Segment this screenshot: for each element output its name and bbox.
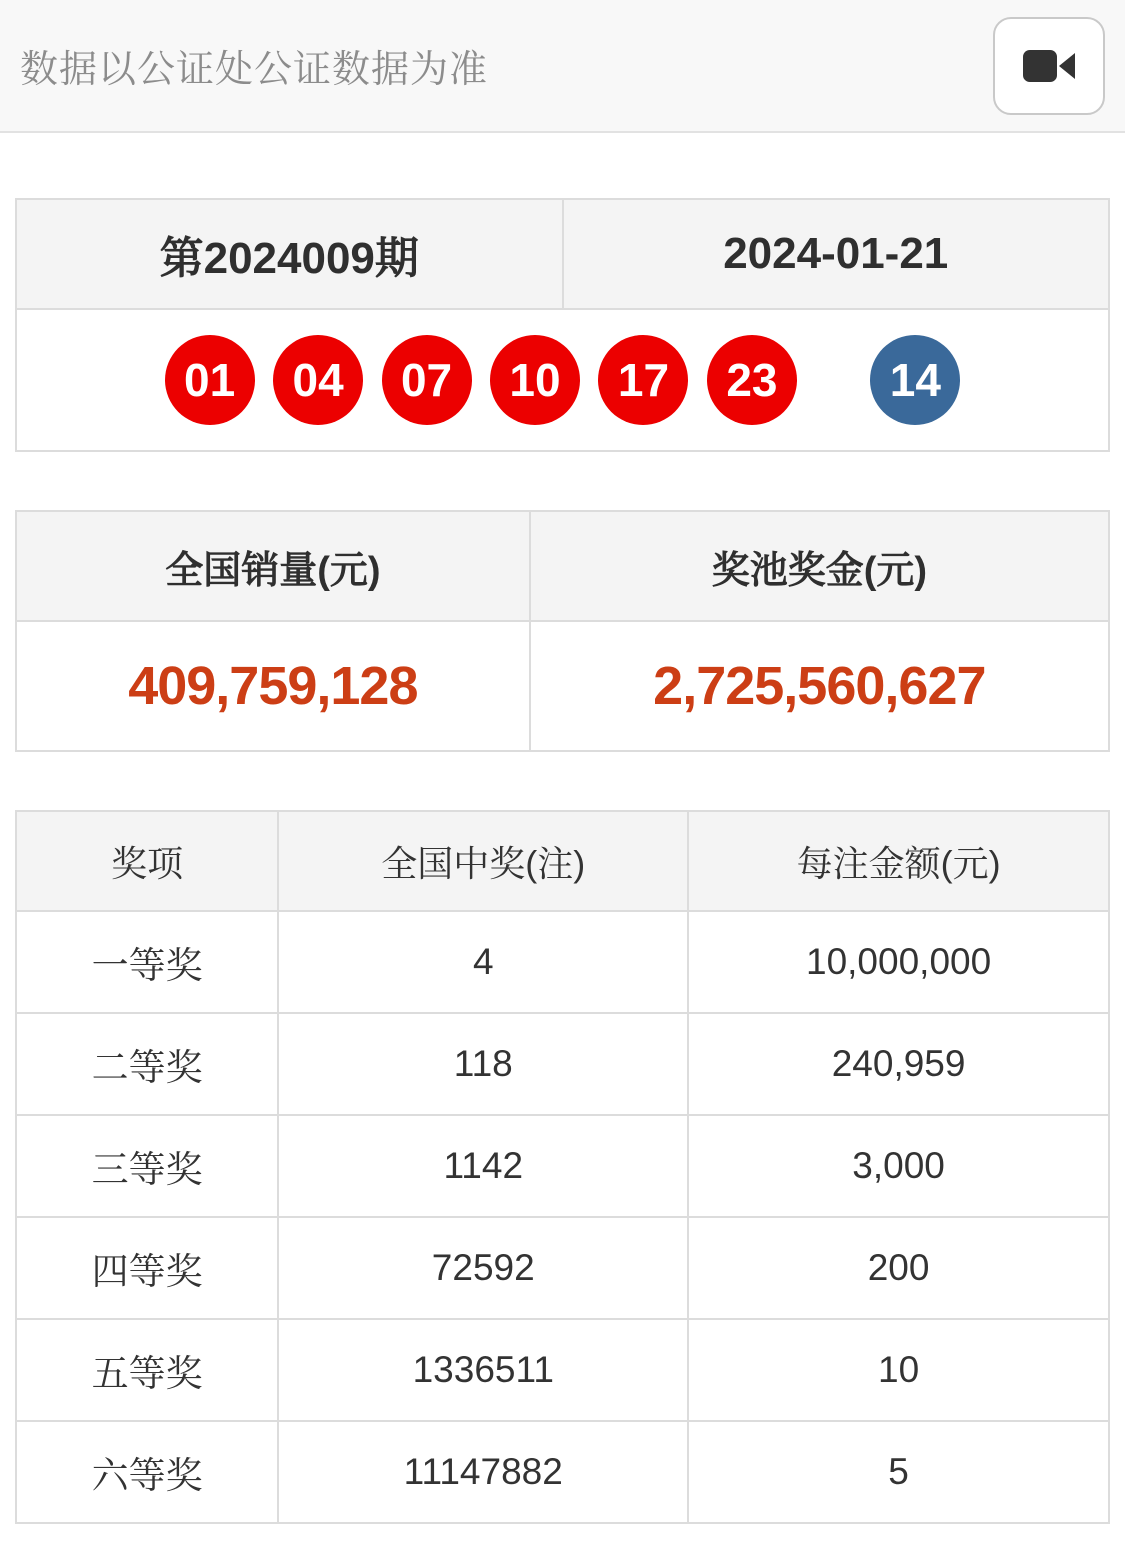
prize-amount: 240,959 xyxy=(688,1013,1109,1115)
prize-name: 六等奖 xyxy=(16,1421,278,1523)
prize-winners: 1336511 xyxy=(278,1319,688,1421)
prize-header-row xyxy=(16,811,1109,911)
balls-cell xyxy=(16,309,1109,451)
prize-column-amount: 每注金额(元) xyxy=(688,811,1109,911)
prize-amount: 5 xyxy=(688,1421,1109,1523)
draw-period: 第2024009期 xyxy=(16,199,563,309)
prize-name: 三等奖 xyxy=(16,1115,278,1217)
prize-row-5 xyxy=(16,1319,1109,1421)
prize-winners: 72592 xyxy=(278,1217,688,1319)
red-ball-6: 23 xyxy=(707,335,797,425)
sales-column-header: 全国销量(元) xyxy=(16,511,530,621)
prize-amount: 10,000,000 xyxy=(688,911,1109,1013)
red-ball-4: 10 xyxy=(490,335,580,425)
draw-header-row xyxy=(16,199,1109,309)
prize-row-1 xyxy=(16,911,1109,1013)
prize-column-name: 奖项 xyxy=(16,811,278,911)
draw-balls-row xyxy=(16,309,1109,451)
video-button[interactable] xyxy=(993,17,1105,115)
prize-name: 五等奖 xyxy=(16,1319,278,1421)
sales-value-row xyxy=(16,621,1109,751)
prize-row-3 xyxy=(16,1115,1109,1217)
notice-bar xyxy=(0,0,1125,133)
national-sales-value: 409,759,128 xyxy=(16,621,530,751)
prize-name: 二等奖 xyxy=(16,1013,278,1115)
red-ball-1: 01 xyxy=(165,335,255,425)
prize-column-winners: 全国中奖(注) xyxy=(278,811,688,911)
prize-row-4 xyxy=(16,1217,1109,1319)
prize-name: 一等奖 xyxy=(16,911,278,1013)
prize-name: 四等奖 xyxy=(16,1217,278,1319)
notice-text: 数据以公证处公证数据为准 xyxy=(20,49,489,91)
prize-amount: 3,000 xyxy=(688,1115,1109,1217)
prize-winners: 118 xyxy=(278,1013,688,1115)
red-ball-5: 17 xyxy=(598,335,688,425)
main-content xyxy=(0,198,1125,1524)
prize-winners: 1142 xyxy=(278,1115,688,1217)
prize-amount: 200 xyxy=(688,1217,1109,1319)
prize-amount: 10 xyxy=(688,1319,1109,1421)
red-ball-3: 07 xyxy=(382,335,472,425)
pool-column-header: 奖池奖金(元) xyxy=(530,511,1109,621)
prize-table xyxy=(15,810,1110,1524)
video-camera-icon xyxy=(1023,44,1075,88)
sales-table xyxy=(15,510,1110,752)
draw-date: 2024-01-21 xyxy=(563,199,1110,309)
prize-winners: 4 xyxy=(278,911,688,1013)
draw-info-table xyxy=(15,198,1110,452)
blue-ball: 14 xyxy=(870,335,960,425)
sales-header-row xyxy=(16,511,1109,621)
red-ball-2: 04 xyxy=(273,335,363,425)
prize-row-2 xyxy=(16,1013,1109,1115)
pool-amount-value: 2,725,560,627 xyxy=(530,621,1109,751)
prize-winners: 11147882 xyxy=(278,1421,688,1523)
prize-row-6 xyxy=(16,1421,1109,1523)
